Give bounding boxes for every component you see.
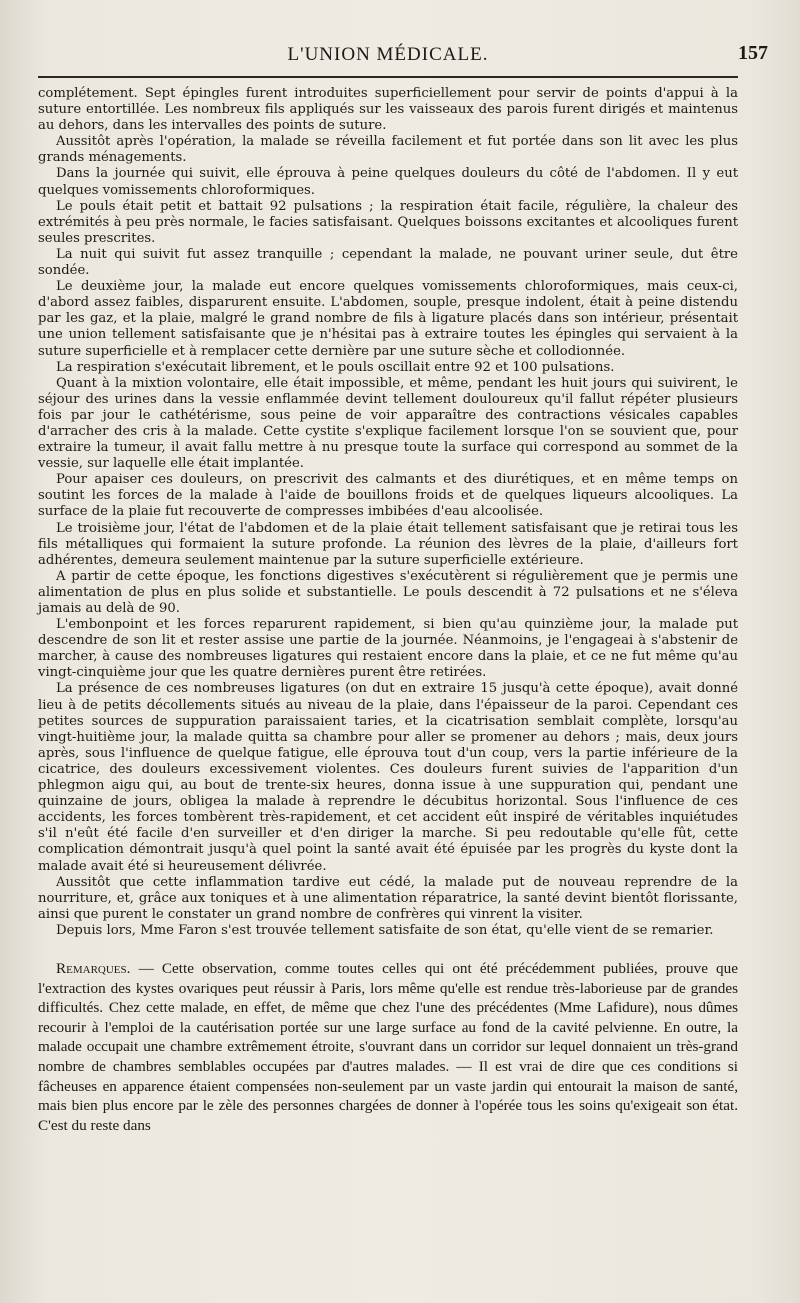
paragraph: L'embonpoint et les forces reparurent rapidement, si bien qu'au quinzième jour, la malade put descendre de son lit et rester assise une partie de la journée. Néanmoins, je l'engageai à s'abstenir de marcher, à cause des nombreuses ligatures qui restaient encore dans la plaie, et ce ne fut même qu'au vingt-cinquième jour que les quatre dernières purent être retirées. bbox=[38, 617, 738, 681]
running-header bbox=[38, 40, 768, 76]
paragraph: Le troisième jour, l'état de l'abdomen et de la plaie était tellement satisfaisant que je retirai tous les fils métalliques qui formaient la suture profonde. La réunion des lèvres de la plaie, d'ailleurs fort adhérentes, demeura seulement maintenue par la suture superficielle extérieure. bbox=[38, 520, 738, 568]
paragraph: La nuit qui suivit fut assez tranquille ; cependant la malade, ne pouvant uriner seule, dut être sondée. bbox=[38, 246, 738, 279]
paragraph: Dans la journée qui suivit, elle éprouva à peine quelques douleurs du côté de l'abdomen. Il y eut quelques vomissements chloroformiques. bbox=[38, 166, 738, 198]
paragraph: Quant à la mixtion volontaire, elle était impossible, et même, pendant les huit jours qui suivirent, le séjour des urines dans la vessie enflammée devint tellement douloureux qu'il fallut répéter plusieurs fois par jour le cathétérisme, sous peine de voir apparaître des contractions vésicales capables d'arracher des cris à la malade. Cette cystite s'explique facilement lorsque l'on se souvient que, pour extraire la tumeur, il avait fallu mettre à nu presque toute la surface qui correspond au sommet de la vessie, sur laquelle elle était implantée. bbox=[38, 375, 738, 472]
paragraph: Aussitôt après l'opération, la malade se réveilla facilement et fut portée dans son lit avec les plus grands ménagements. bbox=[38, 134, 738, 166]
remarks-paragraph bbox=[38, 959, 738, 1135]
paragraph: complétement. Sept épingles furent introduites superficiellement pour servir de points d'appui à la suture entortillée. Les nombreux fils appliqués sur les vaisseaux des parois furent dirigés et maintenus au dehors, dans les intervalles des points de suture. bbox=[38, 86, 738, 134]
header-rule bbox=[38, 76, 738, 78]
paragraph: La respiration s'exécutait librement, et le pouls oscillait entre 92 et 100 pulsations. bbox=[56, 359, 615, 375]
remarks-text: — Cette observation, comme toutes celles qui ont été précédemment publiées, prouve que l'extraction des kystes ovariques peut réussir à Paris, lors même qu'elle est rendue très-laborieuse par de grandes difficultés. Chez cette malade, en effet, de même que chez l'une des précédentes (Mme Lafidure), nous dûmes recourir à l'emploi de la cautérisation portée sur une large surface au fond de la cavité pelvienne. En outre, la malade occupait une chambre extrêmement étroite, s'ouvrant dans un corridor sur lequel donnaient un très-grand nombre de chambres semblables occupées par d'autres malades. — Il est vrai de dire que ces conditions si fâcheuses en apparence étaient compensées non-seulement par un vaste jardin qui entourait la maison de santé, mais bien plus encore par le zèle des personnes chargées de donner à l'opérée tous les soins qu'exigeait son état. C'est du reste dans bbox=[38, 959, 738, 1134]
paragraph: Depuis lors, Mme Faron s'est trouvée tellement satisfaite de son état, qu'elle vient de se remarier. bbox=[56, 922, 714, 938]
paragraph: Pour apaiser ces douleurs, on prescrivit des calmants et des diurétiques, et en même temps on soutint les forces de la malade à l'aide de bouillons froids et de quelques liqueurs alcooliques. La surface de la plaie fut recouverte de compresses imbibées d'eau alcoolisée. bbox=[38, 472, 738, 520]
page-number: 157 bbox=[738, 42, 768, 64]
paragraph: Le deuxième jour, la malade eut encore quelques vomissements chloroformiques, mais ceux-ci, d'abord assez faibles, disparurent ensuite. L'abdomen, souple, presque indolent, était à peine distendu par les gaz, et la plaie, malgré le grand nombre de fils à ligature placés dans son intérieur, présentait une union tellement satisfaisante que je n'hésitai pas à extraire toutes les épingles qui servaient à la suture superficielle et à remplacer cette dernière par une suture sèche et collodionnée. bbox=[38, 279, 738, 359]
paragraph: Aussitôt que cette inflammation tardive eut cédé, la malade put de nouveau reprendre de la nourriture, et, grâce aux toniques et à une alimentation réparatrice, la santé devint bientôt florissante, ainsi que purent le constater un grand nombre de confrères qui vinrent la visiter. bbox=[38, 874, 738, 922]
observation-text bbox=[38, 86, 738, 939]
journal-title: L'UNION MÉDICALE. bbox=[287, 44, 489, 65]
paragraph: La présence de ces nombreuses ligatures (on dut en extraire 15 jusqu'à cette époque), avait donné lieu à de petits décollements situés au niveau de la plaie, dans l'épaisseur de la paroi. Cependant ces petites sources de suppuration paraissaient taries, et la cicatrisation semblait complète, lorsqu'au vingt-huitième jour, la malade quitta sa chambre pour aller se promener au dehors ; mais, deux jours après, sous l'influence de quelque fatigue, elle éprouva tout d'un coup, vers la partie inférieure de la cicatrice, des douleurs excessivement violentes. Ces douleurs furent suivies de l'apparition d'un phlegmon aigu qui, au bout de trente-six heures, donna issue à une suppuration qui, pendant une quinzaine de jours, obligea la malade à reprendre le décubitus horizontal. Sous l'influence de ces accidents, les forces tombèrent très-rapidement, et cet accident eût inspiré de véritables inquiétudes s'il n'eût été facile d'en surveiller et d'en diriger la marche. Si peu redoutable qu'elle fût, cette complication démontrait jusqu'à quel point la santé avait été épuisée par les progrès du kyste dont la malade avait été si heureusement délivrée. bbox=[38, 681, 738, 874]
paragraph: A partir de cette époque, les fonctions digestives s'exécutèrent si régulièrement que je permis une alimentation de plus en plus solide et substantielle. Le pouls descendit à 72 pulsations et ne s'éleva jamais au delà de 90. bbox=[38, 568, 738, 616]
remarks-section bbox=[38, 959, 738, 1135]
paragraph: Le pouls était petit et battait 92 pulsations ; la respiration était facile, régulière, la chaleur des extrémités à peu près normale, le facies satisfaisant. Quelques boissons excitantes et alcooliques furent seules prescrites. bbox=[38, 198, 738, 246]
remarks-heading: Remarques. bbox=[56, 959, 131, 977]
